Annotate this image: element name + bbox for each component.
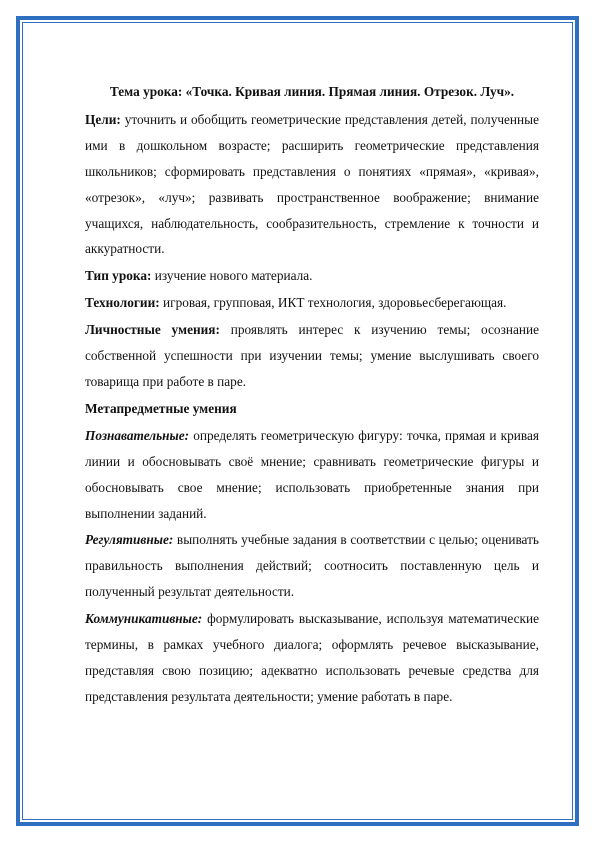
technologies-paragraph	[85, 290, 539, 316]
document-body	[85, 79, 539, 711]
communicative-text: формулировать высказывание, используя математические термины, в рамках учебного диалога; оформлять речевое высказывание, представляя свою позицию; адекватно использовать речевые средства для представления результата деятельности; умение работать в паре.	[85, 611, 539, 704]
lesson-type-text: изучение нового материала.	[151, 268, 313, 284]
goals-paragraph	[85, 107, 539, 262]
cognitive-paragraph	[85, 423, 539, 527]
goals-text: уточнить и обобщить геометрические представления детей, полученные ими в дошкольном возрасте; расширить геометрические представления школьников; сформировать представления о понятиях «прямая», «кривая», «отрезок», «луч»; развивать пространственное воображение; внимание учащихся, наблюдательность, сообразительность, стремление к точности и аккуратности.	[85, 111, 539, 257]
personal-skills-paragraph	[85, 317, 539, 395]
goals-label: Цели:	[85, 111, 121, 127]
regulatory-label: Регулятивные:	[85, 532, 174, 548]
meta-skills-heading: Метапредметные умения	[85, 400, 237, 416]
personal-skills-label: Личностные умения:	[85, 322, 220, 338]
technologies-label: Технологии:	[85, 295, 160, 311]
personal-skills-text: проявлять интерес к изучению темы; осознание собственной успешности при изучении темы; умение выслушивать своего товарища при работе в паре.	[85, 322, 539, 389]
regulatory-text: выполнять учебные задания в соответствии с целью; оценивать правильность выполнения действий; соотносить поставленную цель и полученный результат деятельности.	[85, 532, 539, 600]
communicative-paragraph	[85, 606, 539, 710]
lesson-type-label: Тип урока:	[85, 268, 152, 284]
communicative-label: Коммуникативные:	[85, 611, 203, 627]
cognitive-text: определять геометрическую фигуру: точка, прямая и кривая линии и обосновывать своё мнение; сравнивать геометрические фигуры и обосновывать свое мнение; использовать приобретенные знания при выполнении заданий.	[85, 427, 539, 521]
lesson-type-paragraph	[85, 263, 539, 289]
lesson-title: Тема урока: «Точка. Кривая линия. Прямая линия. Отрезок. Луч».	[109, 84, 515, 99]
cognitive-label: Познавательные:	[85, 427, 190, 443]
technologies-text: игровая, групповая, ИКТ технология, здоровьесберегающая.	[159, 295, 507, 311]
regulatory-paragraph	[85, 527, 539, 605]
